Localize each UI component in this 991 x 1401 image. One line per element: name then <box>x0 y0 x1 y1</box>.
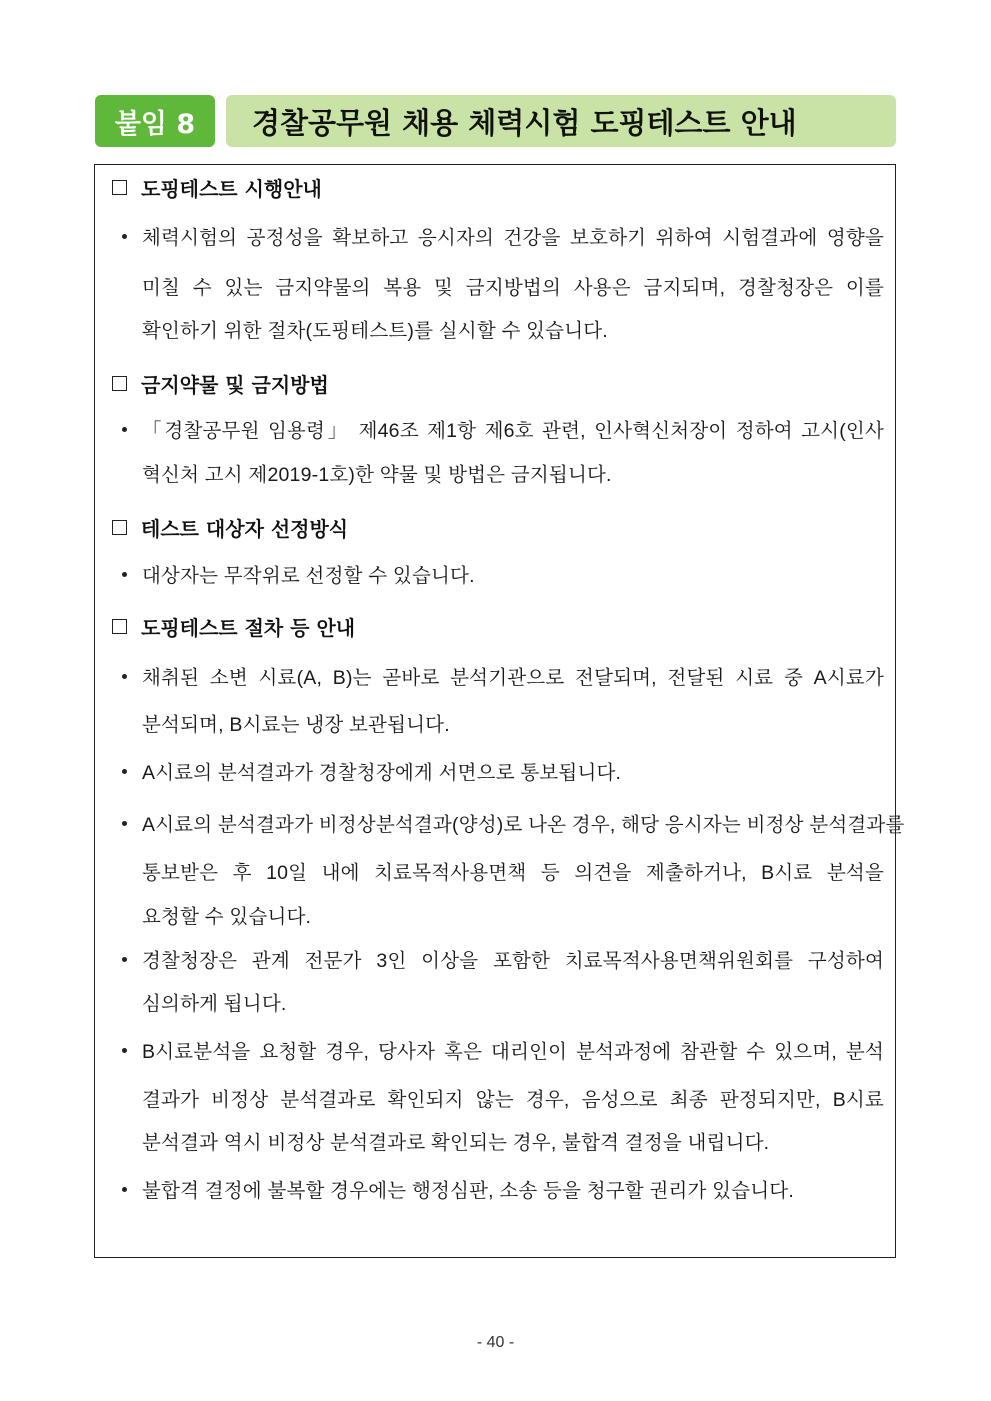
page-title: 경찰공무원 채용 체력시험 도핑테스트 안내 <box>226 95 896 147</box>
bullet-dot-icon <box>122 234 127 239</box>
list-item <box>116 560 886 588</box>
page-number: - 40 - <box>476 1334 515 1351</box>
list-item <box>116 1036 886 1156</box>
bullet-line: 미칠 수 있는 금지약물의 복용 및 금지방법의 사용은 금지되며, 경찰청장은 이를 <box>142 277 884 299</box>
bullet-line: 불합격 결정에 불복할 경우에는 행정심판, 소송 등을 청구할 권리가 있습니다. <box>142 1180 794 1202</box>
bullet-line: B시료분석을 요청할 경우, 당사자 혹은 대리인이 분석과정에 참관할 수 있으며, 분석 <box>142 1041 884 1063</box>
checkbox-square-icon <box>112 180 127 195</box>
bullet-dot-icon <box>122 427 127 432</box>
bullet-line: 혁신처 고시 제2019-1호)한 약물 및 방법은 금지됩니다. <box>142 464 612 486</box>
section-heading-4 <box>112 612 355 641</box>
bullet-dot-icon <box>122 821 127 826</box>
appendix-tag: 붙임 8 <box>95 95 215 147</box>
section-heading-label: 도핑테스트 절차 등 안내 <box>141 616 356 640</box>
bullet-line: A시료의 분석결과가 경찰청장에게 서면으로 통보됩니다. <box>142 762 622 784</box>
bullet-line: 「경찰공무원 임용령」 제46조 제1항 제6호 관련, 인사혁신처장이 정하여 고시(인사 <box>142 420 884 442</box>
bullet-dot-icon <box>122 1048 127 1053</box>
bullet-dot-icon <box>122 674 127 679</box>
bullet-dot-icon <box>122 1187 127 1192</box>
bullet-line: 경찰청장은 관계 전문가 3인 이상을 포함한 치료목적사용면책위원회를 구성하여 <box>142 950 884 972</box>
checkbox-square-icon <box>112 619 127 634</box>
section-heading-label: 금지약물 및 금지방법 <box>141 373 329 397</box>
bullet-line: 체력시험의 공정성을 확보하고 응시자의 건강을 보호하기 위하여 시험결과에 영향을 <box>142 227 884 249</box>
bullet-line: 확인하기 위한 절차(도핑테스트)를 실시할 수 있습니다. <box>142 320 608 342</box>
section-heading-label: 테스트 대상자 선정방식 <box>141 517 349 541</box>
bullet-line: 분석결과 역시 비정상 분석결과로 확인되는 경우, 불합격 결정을 내립니다. <box>142 1132 770 1154</box>
section-heading-2 <box>112 369 329 398</box>
checkbox-square-icon <box>112 376 127 391</box>
list-item <box>116 809 905 929</box>
list-item <box>116 662 886 736</box>
bullet-line: 대상자는 무작위로 선정할 수 있습니다. <box>142 565 475 587</box>
bullet-line: 요청할 수 있습니다. <box>142 906 312 928</box>
section-heading-3 <box>112 513 348 542</box>
bullet-line: 채취된 소변 시료(A, B)는 곧바로 분석기관으로 전달되며, 전달된 시료 중 A시료가 <box>142 667 884 689</box>
section-heading-1 <box>112 173 322 202</box>
bullet-line: 결과가 비정상 분석결과로 확인되지 않는 경우, 음성으로 최종 판정되지만, B시료 <box>142 1089 884 1111</box>
bullet-dot-icon <box>122 957 127 962</box>
list-item <box>116 945 886 1015</box>
list-item <box>116 1175 886 1203</box>
list-item <box>116 757 886 785</box>
bullet-dot-icon <box>122 769 127 774</box>
list-item <box>116 415 886 485</box>
bullet-dot-icon <box>122 572 127 577</box>
bullet-line: 분석되며, B시료는 냉장 보관됩니다. <box>142 714 450 736</box>
bullet-line: A시료의 분석결과가 비정상분석결과(양성)로 나온 경우, 해당 응시자는 비정상 분석결과를 <box>142 814 905 836</box>
list-item <box>116 222 886 342</box>
checkbox-square-icon <box>112 520 127 535</box>
bullet-line: 통보받은 후 10일 내에 치료목적사용면책 등 의견을 제출하거나, B시료 분석을 <box>142 862 884 884</box>
bullet-line: 심의하게 됩니다. <box>142 993 287 1015</box>
section-heading-label: 도핑테스트 시행안내 <box>141 177 322 201</box>
